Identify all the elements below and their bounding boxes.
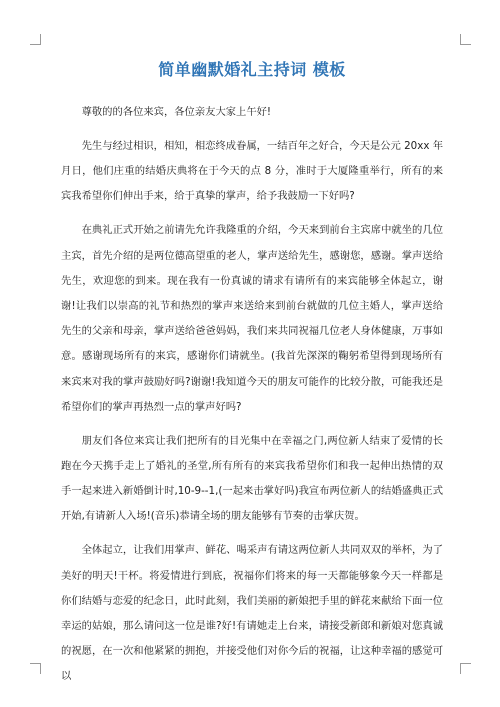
crop-mark-bottom-right [460, 663, 471, 674]
document-page [61, 60, 443, 698]
paragraph-toast: 全体起立，让我们用掌声、鲜花、喝采声有请这两位新人共同双双的举杯，为了美好的明天!干杯。将爱情进行到底，祝福你们将来的每一天都能够象今天一样都是你们结婚与恋爱的纪念日，此时此刻，我们美丽的新娘把手里的鲜花来献给下面一位幸运的姑娘，那么请问这一位是谁?好!有请她走上台来，请接受新郎和新娘对您真诚的祝愿，在一次和他紧紧的拥抱，并接受他们对你今后的祝福，让这种幸福的感觉可以 [61, 544, 443, 683]
crop-mark-top-left [30, 34, 41, 45]
paragraph-introduction: 先生与经过相识，相知，相恋终成眷属，一结百年之好合，今天是公元 20xx 年月日，他们庄重的结婚庆典将在于今天的点 8 分，准时于大厦隆重举行，所有的来宾我希望你们伸出手来，给于真挚的掌声，给予我鼓励一下好吗? [61, 140, 443, 203]
crop-mark-bottom-left [30, 663, 41, 674]
paragraph-guests: 在典礼正式开始之前请先允许我隆重的介绍，今天来到前台主宾席中就坐的几位主宾，首先介绍的是两位德高望重的老人，掌声送给先生，感谢您，感谢。掌声送给先生，欢迎您的到来。现在我有一份真诚的请求有请所有的来宾能够全体起立，谢谢!让我们以崇高的礼节和热烈的掌声来送给来到前台就做的几位主婚人，掌声送给先生的父亲和母亲，掌声送给爸爸妈妈，我们来共同祝福几位老人身体健康，万事如意。感谢现场所有的来宾，感谢你们请就坐。(我首先深深的鞠躬希望得到现场所有来宾来对我的掌声鼓励好吗?谢谢!我知道今天的朋友可能作的比较分散，可能我还是希望你们的掌声再热烈一点的掌声好吗? [61, 224, 443, 413]
paragraph-entrance: 朋友们各位来宾让我们把所有的目光集中在幸福之门,两位新人结束了爱情的长跑在今天携手走上了婚礼的圣堂,所有所有的来宾我希望你们和我一起伸出热情的双手一起来进入新婚倒计时,10-9--1,(一起来击掌好吗)我宣布两位新人的结婚盛典正式开始,有请新人入场!(音乐)恭请全场的朋友能够有节奏的击掌庆贺。 [61, 434, 443, 523]
document-title: 简单幽默婚礼主持词 模板 [158, 60, 346, 79]
paragraph-greeting: 尊敬的的各位来宾，各位亲友大家上午好! [81, 106, 272, 118]
crop-mark-top-right [460, 34, 471, 45]
